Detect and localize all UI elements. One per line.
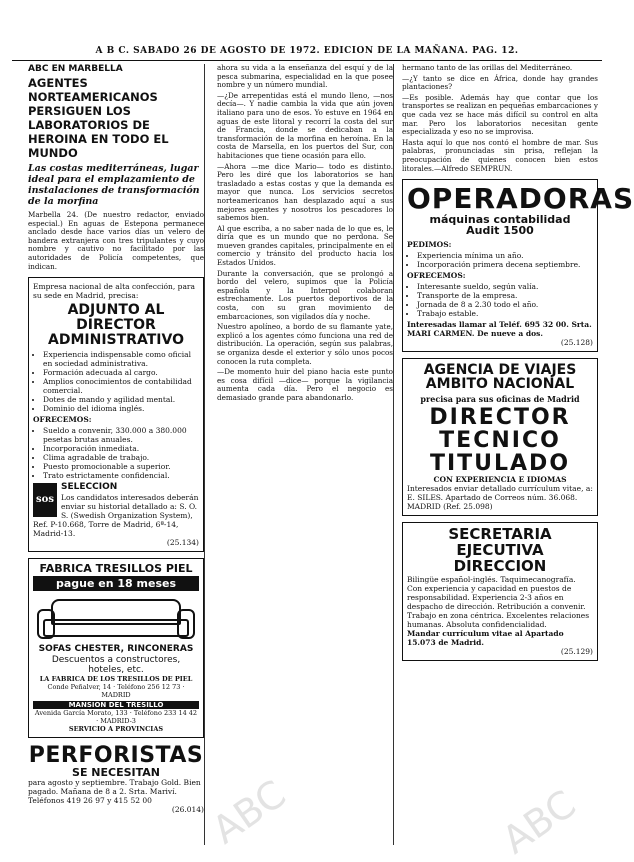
ad-tresillos-line1: SOFAS CHESTER, RINCONERAS: [38, 644, 194, 655]
ad-operadoras-title: OPERADORAS: [407, 182, 634, 216]
ad-perforistas-title: PERFORISTAS: [28, 742, 204, 768]
ad-operadoras-ref: (25.128): [560, 337, 593, 347]
ad-tresillos-shop: MANSION DEL TRESILLO: [33, 701, 199, 709]
ad-tresillos-shop-addr: Avenida García Morato, 133 · Teléfono 233 14 42 · MADRID-3: [34, 708, 198, 725]
ad-perforistas: [28, 744, 204, 815]
ad-tresillos-line3: LA FABRICA DE LOS TRESILLOS DE PIEL: [39, 674, 193, 683]
list-item: • Incorporación inmediata.: [43, 444, 199, 453]
ad-adjunto-selection: SELECCION: [61, 482, 118, 493]
article-paragraph: —Es posible. Además hay que contar que los transportes se realizan en pequeñas embarcaciones y que cada vez se hace más difícil su control en alta mar. Pero los laboratorios necesitan gente especializada y eso no se improvisa.: [402, 92, 598, 137]
article-paragraph: Durante la conversación, que se prolongó a bordo del velero, supimos que la Policía española y la Interpol colaboran estrechamente. Los puertos deportivos de la costa, con su gran movimiento de embarcaciones, son vigilados día y noche.: [217, 268, 393, 321]
article-paragraph: Nuestro apolíneo, a bordo de su flamante yate, explicó a los agentes cómo funciona una red de distribución. La operación, según sus palabras, se organiza desde el exterior y sólo unos pocos conocen la ruta completa.: [217, 322, 393, 366]
ad-operadoras-pedimos-label: PEDIMOS:: [407, 239, 452, 249]
ad-operadoras-line2: Audit 1500: [466, 224, 534, 238]
article-subhead: Las costas mediterráneas, lugar ideal para el emplazamiento de instalaciones de transformación de la morfina: [28, 163, 200, 207]
sofa-illustration: [33, 595, 199, 641]
watermark: ABC: [494, 781, 584, 862]
ad-agencia-intro: precisa para sus oficinas de Madrid: [420, 393, 580, 404]
article-kicker: ABC EN MARBELLA: [28, 64, 123, 74]
article-paragraph: —Ahora —me dice Mario— todo es distinto. Pero les diré que los laboratorios se han trasladado a estas costas y que la demanda es mayor que nunca. Los servicios secretos norteamericanos han desplazado aquí a sus mejores agentes y nosotros los pescadores lo sabemos bien.: [217, 161, 393, 223]
list-item: • Clima agradable de trabajo.: [43, 453, 199, 462]
ad-tresillos-banner: pague en 18 meses: [33, 576, 199, 591]
ad-adjunto-intro: Empresa nacional de alta confección, para su sede en Madrid, precisa:: [33, 282, 195, 301]
ad-agencia-title2: AMBITO NACIONAL: [425, 376, 575, 393]
list-item: • Transporte de la empresa.: [417, 291, 593, 300]
ad-secretaria: [402, 522, 598, 660]
ad-agencia-viajes: [402, 358, 598, 517]
ad-secretaria-text: Bilingüe español-inglés. Taquimecanografía. Con experiencia y capacidad en puestos de responsabilidad. Experiencia 2-3 años en despacho de dirección. Retribución a convenir. Trabajo en zona céntrica. Excelentes relaciones humanas. Absoluta confidencialidad.: [407, 574, 590, 629]
list-item: • Dominio del idioma inglés.: [43, 404, 199, 413]
ad-agencia-big1: DIRECTOR: [429, 404, 571, 430]
article-paragraph: hermano tanto de las orillas del Mediterráneo.: [402, 63, 573, 72]
article-headline: AGENTES NORTEAMERICANOS PERSIGUEN LOS LABORATORIOS DE HEROINA EN TODO EL MUNDO: [28, 76, 169, 160]
ad-secretaria-ref: (25.129): [560, 646, 593, 656]
ad-perforistas-text: para agosto y septiembre. Trabajo Gold. Bien pagado. Mañana de 8 a 2. Srta. Mariví. Teléfonos 419 26 97 y 415 52 00: [28, 778, 201, 806]
column-middle: [213, 64, 394, 845]
column-left: [28, 64, 205, 845]
list-item: • Trato estrictamente confidencial.: [43, 471, 199, 480]
list-item: • Sueldo a convenir, 330.000 a 380.000 pesetas brutas anuales.: [43, 426, 199, 444]
ad-operadoras-pedimos: [407, 251, 593, 269]
ad-agencia-title1: AGENCIA DE VIAJES: [423, 361, 577, 378]
list-item: • Experiencia mínima un año.: [417, 251, 593, 260]
ad-adjunto-title: ADJUNTO AL DIRECTOR ADMINISTRATIVO: [48, 302, 184, 348]
article-paragraph: Al que escriba, a no saber nada de lo que es, le diría que es un mundo que no perdona. Se mueven grandes capitales, principalmente en el comercio y tránsito del producto hacia los Estados Unidos.: [217, 223, 393, 268]
ad-tresillos-title: FABRICA TRESILLOS PIEL: [39, 561, 193, 575]
ad-tresillos-shop-note: SERVICIO A PROVINCIAS: [68, 724, 164, 733]
article-lead: Marbella 24. (De nuestro redactor, enviado especial.) En aguas de Estepona permanece anclado desde hace varios días un velero de bandera extranjera con tres tripulantes y cuyo nombre y cautivo no facilitado por las autoridades de Policía competentes, que indican.: [28, 210, 204, 271]
article-paragraph: —¿Y tanto se dice en África, donde hay grandes plantaciones?: [402, 73, 598, 92]
ad-agencia-text: Interesados enviar detallado currículum vitae, a: E. SILES. Apartado de Correos núm. 36.068. MADRID (Ref. 25.098): [407, 484, 593, 512]
list-item: • Trabajo estable.: [417, 309, 593, 318]
list-item: • Experiencia indispensable como oficial en sociedad administrativa.: [43, 350, 199, 368]
ad-secretaria-title2: DIRECCION: [453, 556, 547, 575]
ad-operadoras-ofrecemos-label: OFRECEMOS:: [407, 270, 466, 280]
ad-tresillos-line2: Descuentos a constructores, hoteles, etc.: [51, 654, 181, 675]
ad-agencia-req: CON EXPERIENCIA E IDIOMAS: [433, 475, 567, 485]
ad-perforistas-ref: (26.014): [171, 805, 204, 815]
article-paragraph: —De momento huir del piano hacia este punto es cosa difícil —dice— porque la vigilancia aumenta cada día. Pero el negocio es demasiado grande para abandonarlo.: [217, 367, 393, 402]
ad-adjunto-requirements: [33, 350, 199, 413]
ad-operadoras-ofrecemos: [407, 282, 593, 318]
ad-operadoras-line1: máquinas contabilidad: [429, 212, 571, 226]
ad-tresillos: [28, 558, 204, 738]
ad-perforistas-sub: SE NECESITAN: [72, 765, 160, 779]
ad-tresillos-line4: Conde Peñalver, 14 · Teléfono 256 12 73 · MADRID: [47, 682, 185, 699]
article-paragraph: —¿De arrepentidas está el mundo lleno, —nos decía—. Y nadie cambia la vida que aún joven italiano para uno de esos. Yo estuve en 1964 en aguas de este litoral y recorrí la costa del sur de Francia, donde se dedicaban a la transformación de la morfina en heroína. En la costa de Marsella, en los puertos del Sur, con habitaciones que tiene ocasión para ello.: [217, 90, 393, 160]
column-right: [398, 63, 634, 845]
ad-secretaria-contact: Mandar currículum vitae al Apartado 15.073 de Madrid.: [407, 628, 564, 647]
page-header: A B C. SABADO 26 DE AGOSTO DE 1972. EDICION DE LA MAÑANA. PAG. 12.: [12, 46, 602, 61]
ad-operadoras-contact: Interesadas llamar al Teléf. 695 32 00. Srta. MARI CARMEN. De nueve a dos.: [407, 319, 592, 338]
ad-operadoras: [402, 179, 634, 351]
list-item: • Amplios conocimientos de contabilidad comercial.: [43, 377, 199, 395]
ad-adjunto-offers: [33, 426, 199, 480]
list-item: • Incorporación primera decena septiembre.: [417, 260, 593, 269]
ad-adjunto-selection-text: Los candidatos interesados deberán enviar su historial detallado a: S. O. S. (Swedish Organization System), Ref. P-10.668, Torre de Madrid, 6ª-14, Madrid-13.: [33, 492, 199, 538]
ad-agencia-big2: TECNICO: [439, 428, 561, 454]
ad-secretaria-title1: SECRETARIA EJECUTIVA: [448, 525, 552, 560]
article-paragraph: ahora su vida a la enseñanza del esquí y de la pesca submarina, especialidad en la que posee nombre y un número mundial.: [217, 63, 393, 90]
list-item: • Interesante sueldo, según valía.: [417, 282, 593, 291]
article-paragraph: Hasta aquí lo que nos contó el hombre de mar. Sus palabras, pronunciadas sin prisa, reflejan la preocupación de quienes conocen bien estos litorales.—Alfredo SEMPRUN.: [402, 137, 598, 173]
list-item: • Dotes de mando y agilidad mental.: [43, 395, 199, 404]
list-item: • Formación adecuada al cargo.: [43, 368, 199, 377]
list-item: • Puesto promocionable a superior.: [43, 462, 199, 471]
ad-adjunto-offers-label: OFRECEMOS:: [33, 415, 92, 425]
ad-agencia-big3: TITULADO: [429, 451, 571, 477]
watermark: ABC: [204, 771, 294, 853]
list-item: • Jornada de 8 a 2.30 todo el año.: [417, 300, 593, 309]
ad-adjunto-director: [28, 277, 204, 552]
ad-adjunto-ref: (25.134): [166, 537, 199, 547]
sos-logo: sos: [33, 483, 57, 517]
